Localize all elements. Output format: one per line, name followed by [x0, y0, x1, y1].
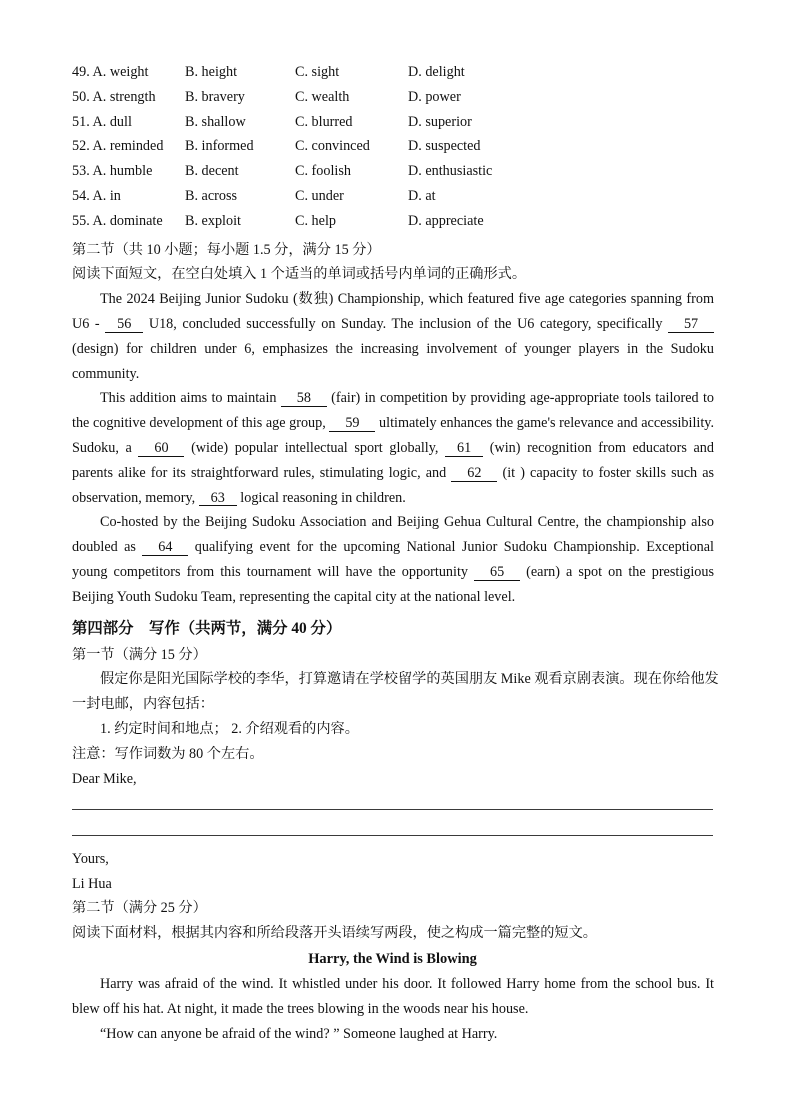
writing-points: 1. 约定时间和地点； 2. 介绍观看的内容。: [100, 720, 359, 737]
option-a[interactable]: 53. A. humble: [72, 163, 153, 180]
blank-58[interactable]: 58: [281, 391, 327, 407]
story-paragraph-1: [72, 972, 714, 1022]
writing-note: 注意：写作词数为 80 个左右。: [72, 745, 264, 762]
cloze-text: (earn) a spot on the prestigious Beijing Youth Sudoku Team, representing the capital city at the national level.: [72, 563, 715, 605]
table-row: [72, 60, 714, 85]
multiple-choice-list: [72, 60, 714, 234]
letter-closing: Yours,: [72, 850, 109, 867]
table-row: [72, 85, 714, 110]
section-two-instruction: 阅读下面短文，在空白处填入 1 个适当的单词或括号内单词的正确形式。: [72, 266, 527, 283]
option-d[interactable]: D. at: [408, 187, 436, 204]
blank-62[interactable]: 62: [451, 466, 497, 482]
part-four-title: 第四部分 写作（共两节，满分 40 分）: [72, 619, 342, 637]
cloze-text: Co-hosted by the Beijing Sudoku Association and Beijing Gehua Cultural Centre, the championship also doubled as: [72, 514, 714, 556]
blank-64[interactable]: 64: [142, 540, 188, 556]
table-row: [72, 209, 714, 234]
cloze-text: (design) for children under 6, emphasizes the increasing involvement of younger players in the Sudoku community.: [72, 340, 714, 382]
cloze-text: (fair) in competition by providing age-appropriate tools tailored to the cognitive development of this age group,: [72, 390, 714, 432]
cloze-text: U18, concluded successfully on Sunday. The inclusion of the U6 category, specifically: [148, 315, 663, 332]
option-a[interactable]: 50. A. strength: [72, 88, 156, 105]
option-c[interactable]: C. wealth: [295, 88, 350, 105]
writing-prompt-line-1: 假定你是阳光国际学校的李华，打算邀请在学校留学的英国朋友 Mike 观看京剧表演。现在你给他发: [100, 671, 719, 688]
blank-60[interactable]: 60: [138, 441, 184, 457]
option-d[interactable]: D. enthusiastic: [408, 163, 493, 180]
option-d[interactable]: D. power: [408, 88, 461, 105]
cloze-paragraph-3: [72, 510, 714, 609]
option-c[interactable]: C. help: [295, 212, 336, 229]
writing-section-one-heading: 第一节（满分 15 分）: [72, 646, 207, 663]
story-title: Harry, the Wind is Blowing: [308, 951, 477, 967]
story-text: “How can anyone be afraid of the wind? ” Someone laughed at Harry.: [100, 1025, 498, 1042]
writing-section-two-heading: 第二节（满分 25 分）: [72, 900, 207, 917]
option-c[interactable]: C. under: [295, 187, 344, 204]
cloze-text: qualifying event for the upcoming National Junior Sudoku Championship. Exceptional young competitors from this tournament will have the opportunity: [72, 539, 714, 580]
option-d[interactable]: D. superior: [408, 113, 472, 130]
page-content: [72, 60, 719, 1046]
option-a[interactable]: 49. A. weight: [72, 64, 149, 80]
blank-61[interactable]: 61: [445, 441, 483, 457]
blank-59[interactable]: 59: [329, 416, 375, 432]
cloze-text: This addition aims to maintain: [100, 390, 277, 407]
option-b[interactable]: B. shallow: [185, 113, 246, 130]
option-d[interactable]: D. appreciate: [408, 212, 484, 229]
table-row: [72, 110, 714, 135]
option-c[interactable]: C. sight: [295, 64, 340, 80]
writing-section-two-instruction: 阅读下面材料，根据其内容和所给段落开头语续写两段，使之构成一篇完整的短文。: [72, 925, 597, 942]
cloze-text: (it ) capacity to foster skills such as observation, memory,: [72, 464, 715, 506]
option-c[interactable]: C. blurred: [295, 113, 353, 130]
spacer: [72, 836, 714, 847]
table-row: [72, 159, 714, 184]
writing-prompt-line-2: 一封电邮，内容包括：: [72, 696, 214, 713]
option-b[interactable]: B. bravery: [185, 88, 245, 105]
option-b[interactable]: B. exploit: [185, 212, 241, 229]
option-b[interactable]: B. height: [185, 64, 238, 80]
option-c[interactable]: C. foolish: [295, 163, 351, 180]
cloze-text: (win) recognition from educators and parents alike for its straightforward rules, stimulating logic, and: [72, 439, 714, 481]
table-row: [72, 184, 714, 209]
option-a[interactable]: 51. A. dull: [72, 113, 132, 130]
blank-56[interactable]: 56: [105, 317, 143, 333]
cloze-paragraph-2: [72, 386, 714, 510]
option-b[interactable]: B. informed: [185, 138, 254, 155]
spacer: [72, 791, 714, 809]
cloze-text: ultimately enhances the game's relevance and accessibility. Sudoku, a: [72, 415, 715, 456]
scan-watermark: [469, 1034, 771, 1108]
table-row: [72, 134, 714, 159]
spacer: [72, 810, 714, 835]
letter-signature: Li Hua: [72, 875, 112, 892]
option-d[interactable]: D. delight: [408, 64, 465, 80]
option-b[interactable]: B. decent: [185, 163, 239, 180]
cloze-text: logical reasoning in children.: [240, 489, 406, 506]
cloze-paragraph-1: [72, 287, 714, 386]
option-a[interactable]: 54. A. in: [72, 187, 121, 204]
letter-salutation: Dear Mike,: [72, 770, 137, 787]
option-c[interactable]: C. convinced: [295, 138, 370, 155]
option-a[interactable]: 55. A. dominate: [72, 212, 163, 229]
cloze-text: The 2024 Beijing Junior Sudoku (数独) Championship, which featured five age categories spanning from U6 -: [72, 291, 714, 332]
blank-65[interactable]: 65: [474, 565, 520, 581]
blank-57[interactable]: 57: [668, 317, 714, 333]
blank-63[interactable]: 63: [199, 491, 237, 507]
section-two-heading: 第二节（共 10 小题；每小题 1.5 分，满分 15 分）: [72, 241, 381, 258]
story-text: Harry was afraid of the wind. It whistled under his door. It followed Harry home from the school bus. It blew off his hat. At night, it made the trees blowing in the woods near his house.: [72, 976, 714, 1017]
option-a[interactable]: 52. A. reminded: [72, 138, 164, 155]
cloze-text: (wide) popular intellectual sport globally,: [191, 439, 439, 456]
option-b[interactable]: B. across: [185, 187, 238, 204]
option-d[interactable]: D. suspected: [408, 138, 481, 155]
